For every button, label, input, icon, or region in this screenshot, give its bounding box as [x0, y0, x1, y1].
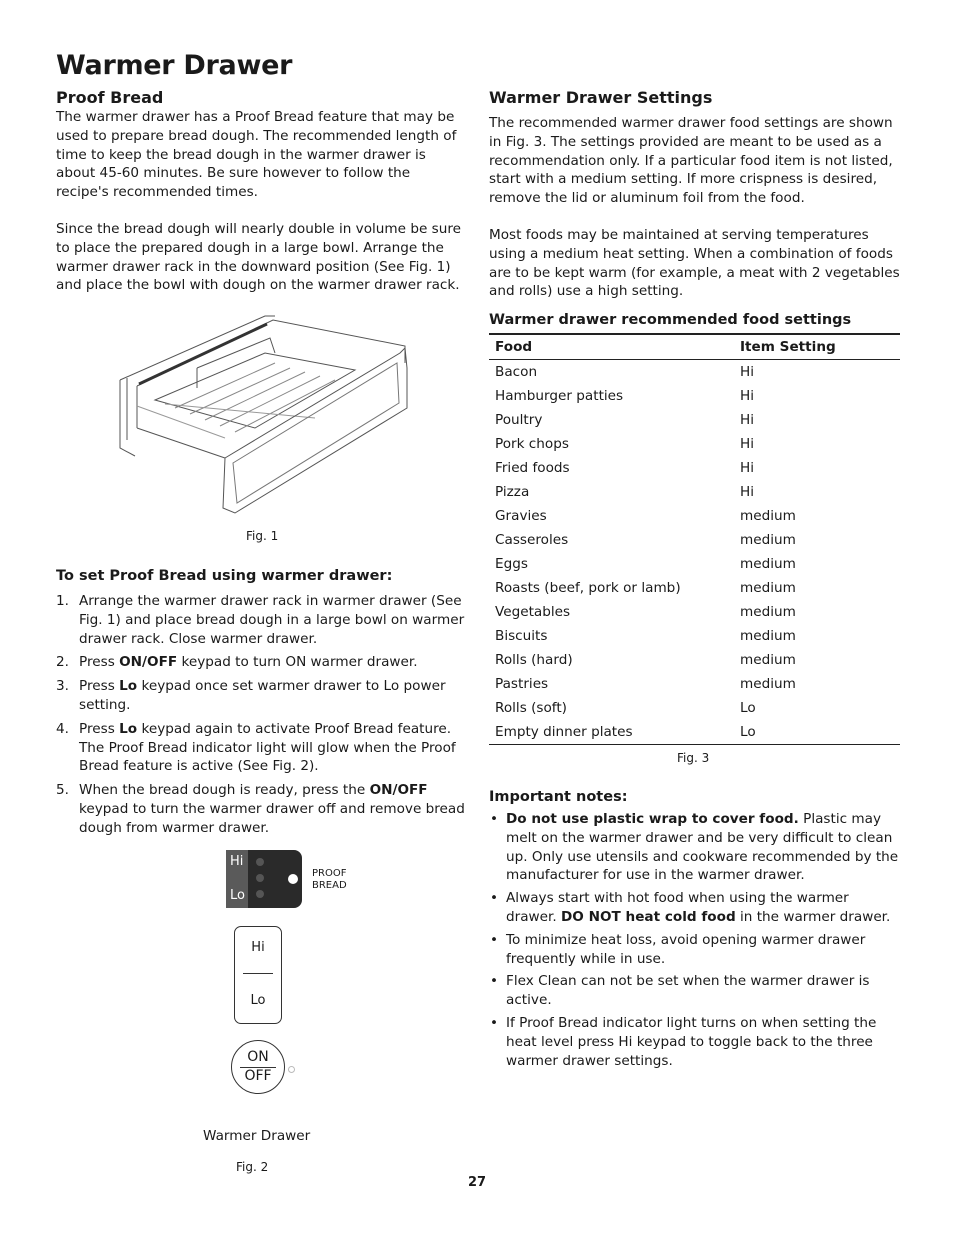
food-cell: Hamburger patties — [495, 388, 624, 404]
on-off-keypad[interactable] — [231, 1040, 285, 1094]
setting-cell: medium — [740, 532, 796, 548]
fig2-caption: Fig. 2 — [236, 1160, 269, 1174]
settings-para-2: Most foods may be maintained at serving temperatures using a medium heat setting. When a combination of foods are to be kept warm (for example, a meat with 2 vegetables and rolls) use a high setting. — [489, 227, 900, 300]
food-cell: Pork chops — [495, 436, 569, 452]
setting-cell: Hi — [740, 484, 754, 500]
note-item: • Do not use plastic wrap to cover food. Plastic may melt on the warmer drawer and be very difficult to clean up. Only use utensils and cookware recommended by the manufacturer for use in the warmer drawer. — [490, 811, 899, 884]
table-row — [489, 504, 900, 528]
hi-lo-keypad[interactable] — [234, 926, 282, 1024]
page-title: Warmer Drawer — [56, 50, 293, 81]
warmer-drawer-illustration — [115, 308, 415, 523]
proof-bread-para-2: Since the bread dough will nearly double in volume be sure to place the prepared dough in a large bowl. Arrange the warmer drawer rack in the downward position (See Fig. 1) and place the bowl with dough on the warmer drawer rack. — [56, 221, 462, 294]
setting-cell: medium — [740, 508, 796, 524]
food-cell: Biscuits — [495, 628, 548, 644]
step-4: 4. Press Lo keypad again to activate Proof Bread feature. The Proof Bread indicator light will glow when the Proof Bread feature is active (See Fig. 2). — [56, 720, 456, 775]
food-cell: Eggs — [495, 556, 528, 572]
setting-cell: Hi — [740, 460, 754, 476]
food-cell: Roasts (beef, pork or lamb) — [495, 580, 681, 596]
food-settings-table — [489, 333, 900, 745]
food-cell: Poultry — [495, 412, 543, 428]
table-row — [489, 408, 900, 432]
setting-cell: medium — [740, 676, 796, 692]
table-row — [489, 600, 900, 624]
table-row — [489, 552, 900, 576]
lo-key-label: Lo — [250, 993, 266, 1008]
food-cell: Rolls (soft) — [495, 700, 567, 716]
note-item: • Flex Clean can not be set when the warmer drawer is active. — [490, 973, 870, 1009]
fig2-warmer-drawer-label: Warmer Drawer — [203, 1128, 311, 1144]
setting-cell: medium — [740, 580, 796, 596]
table-row — [489, 456, 900, 480]
indicator-dot-icon — [288, 1066, 295, 1073]
step-5: 5. When the bread dough is ready, press the ON/OFF keypad to turn the warmer drawer off and remove bread dough from warmer drawer. — [56, 782, 465, 836]
food-cell: Empty dinner plates — [489, 720, 734, 745]
table-row — [489, 648, 900, 672]
table-row — [489, 480, 900, 504]
table-row — [489, 432, 900, 456]
food-column-header: Food — [489, 334, 734, 360]
table-row — [489, 720, 900, 745]
note-item: • Always start with hot food when using the warmer drawer. DO NOT heat cold food in the warmer drawer. — [490, 890, 891, 925]
food-cell: Bacon — [495, 364, 538, 380]
table-row — [489, 360, 900, 385]
setting-cell: Hi — [740, 412, 754, 428]
food-cell: Rolls (hard) — [495, 652, 573, 668]
table-row — [489, 576, 900, 600]
setting-column-header: Item Setting — [734, 334, 900, 360]
proof-indicator-light-icon — [288, 874, 298, 884]
hi-key-label: Hi — [251, 940, 265, 955]
table-row — [489, 528, 900, 552]
proof-bread-heading: Proof Bread — [56, 88, 164, 107]
step-1: 1. Arrange the warmer drawer rack in warmer drawer (See Fig. 1) and place bread dough in a large bowl on warmer drawer rack. Close warmer drawer. — [56, 593, 465, 647]
step-3: 3. Press Lo keypad once set warmer drawer to Lo power setting. — [56, 678, 446, 713]
page-number: 27 — [467, 1175, 487, 1190]
setting-cell: medium — [740, 628, 796, 644]
setting-cell: Lo — [734, 720, 900, 745]
settings-heading: Warmer Drawer Settings — [489, 88, 713, 107]
setting-cell: medium — [740, 652, 796, 668]
food-cell: Fried foods — [495, 460, 570, 476]
note-item: • To minimize heat loss, avoid opening warmer drawer frequently while in use. — [490, 931, 866, 967]
table-row — [489, 696, 900, 720]
notes-list — [489, 810, 901, 1074]
table-row — [489, 672, 900, 696]
notes-heading: Important notes: — [489, 789, 628, 805]
setting-cell: medium — [740, 604, 796, 620]
fig3-caption: Fig. 3 — [677, 751, 710, 765]
fig1-caption: Fig. 1 — [246, 529, 279, 543]
setting-cell: medium — [740, 556, 796, 572]
off-key-label: OFF — [244, 1068, 272, 1084]
food-cell: Pizza — [495, 484, 530, 500]
food-cell: Vegetables — [495, 604, 571, 620]
settings-para-1: The recommended warmer drawer food settings are shown in Fig. 3. The settings provided are meant to be used as a recommendation only. If a particular food item is not listed, start with a medium setting. If more crispness is desired, remove the lid or aluminum foil from the food. — [489, 115, 893, 207]
food-cell: Gravies — [495, 508, 547, 524]
proof-bread-label: PROOF BREAD — [312, 868, 347, 891]
set-proof-steps — [56, 592, 468, 843]
setting-cell: Hi — [740, 436, 754, 452]
set-proof-heading: To set Proof Bread using warmer drawer: — [56, 568, 393, 584]
food-cell: Pastries — [495, 676, 549, 692]
step-2: 2. Press ON/OFF keypad to turn ON warmer drawer. — [56, 654, 418, 671]
panel-hi-label: Hi — [230, 854, 244, 869]
food-cell: Casseroles — [495, 532, 569, 548]
note-item: • If Proof Bread indicator light turns on when setting the heat level press Hi keypad to toggle back to the three warmer drawer settings. — [490, 1014, 877, 1069]
proof-bread-para-1: The warmer drawer has a Proof Bread feature that may be used to prepare bread dough. The recommended length of time to keep the bread dough in the warmer drawer is about 45-60 minutes. Be sure however to follow the recipe's recommended times. — [56, 109, 457, 201]
table-row — [489, 384, 900, 408]
food-table-title: Warmer drawer recommended food settings — [489, 312, 852, 328]
control-panel-display — [226, 850, 302, 908]
table-row — [489, 624, 900, 648]
panel-lo-label: Lo — [230, 888, 245, 903]
on-key-label: ON — [247, 1049, 269, 1065]
setting-cell: Lo — [740, 700, 756, 716]
setting-cell: Hi — [740, 388, 754, 404]
setting-cell: Hi — [740, 364, 754, 380]
